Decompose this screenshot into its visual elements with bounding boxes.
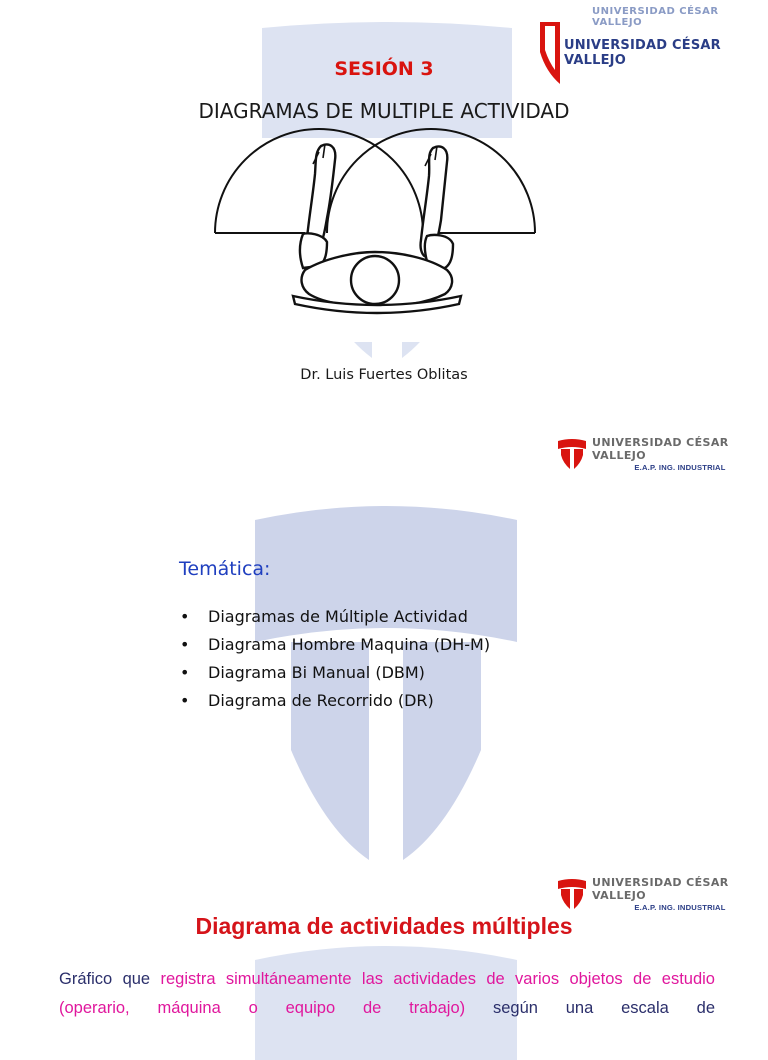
university-logo [558,876,768,912]
university-name: UNIVERSIDAD CÉSAR VALLEJO [592,876,729,902]
university-name-top: UNIVERSIDAD CÉSAR VALLEJO [592,6,719,28]
topic-list [180,603,490,715]
university-name: UNIVERSIDAD CÉSAR VALLEJO [564,38,721,68]
worker-arms-reach-illustration [205,138,553,342]
list-item: • Diagrama Bi Manual (DBM) [180,659,490,687]
highlighted-text: registra simultáneamente las actividades de varios objetos de estudio (operario, máquina o equipo de trabajo) [59,970,715,1017]
bullet-icon: • [180,691,190,710]
list-item: • Diagrama de Recorrido (DR) [180,687,490,715]
bullet-icon: • [180,635,190,654]
definition-paragraph: Gráfico que registra simultáneamente las actividades de varios objetos de estudio (operario, máquina o equipo de trabajo) según una escala de [59,970,716,1017]
slide-title [0,0,768,420]
session-title: SESIÓN 3 [334,58,434,80]
bullet-icon: • [180,607,190,626]
bullet-icon: • [180,663,190,682]
section-title: Temática: [179,558,271,580]
ucv-shield-icon [558,879,586,909]
department-name: E.A.P. ING. INDUSTRIAL [634,903,726,912]
ucv-shield-icon [558,439,586,469]
list-item: • Diagramas de Múltiple Actividad [180,603,490,631]
list-item: • Diagrama Hombre Maquina (DH-M) [180,631,490,659]
slide-definition [0,860,768,1024]
slide-topics [0,420,768,860]
university-name: UNIVERSIDAD CÉSAR VALLEJO [592,436,729,462]
department-name: E.A.P. ING. INDUSTRIAL [634,463,726,472]
university-logo [558,436,768,472]
author-name: Dr. Luis Fuertes Oblitas [300,367,468,383]
slide-title: Diagrama de actividades múltiples [195,913,573,939]
page-title: DIAGRAMAS DE MULTIPLE ACTIVIDAD [198,99,570,123]
